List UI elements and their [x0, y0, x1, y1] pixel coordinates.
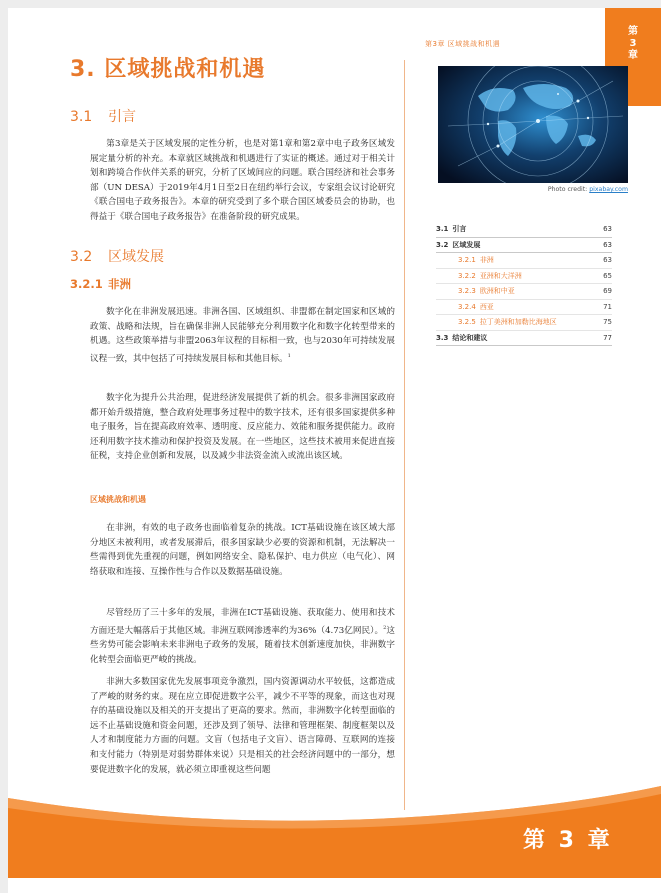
toc-entry-page: 71 — [603, 302, 612, 311]
toc-entry-number: 3.2.1 — [458, 256, 476, 265]
africa-paragraph-2: 数字化为提升公共治理，促进经济发展提供了新的机会。很多非洲国家政府都开始升级措施，整合政府处理事务过程中的数字技术，还有很多国家提供多种电子服务，旨在提高政府效率、透明度、反应能力、效能和服务提供能力。政府还利用数字技术推动和保护投资及发展。在一些地区，这些技术被用来促进直接征税，支持企业创新和发展，以及减少非法资金流入或流出该区域。 — [90, 393, 395, 462]
section-number: 3.1 — [70, 109, 93, 125]
world-map-tech-image — [438, 66, 628, 183]
toc-entry-number: 3.2.5 — [458, 318, 476, 327]
footnote-ref: 2 — [383, 624, 387, 631]
toc-entry-page: 63 — [603, 225, 612, 234]
section-heading-3-1 — [70, 106, 136, 126]
toc-row[interactable] — [436, 238, 612, 254]
toc-entry-number: 3.2.3 — [458, 287, 476, 296]
toc-entry-page: 75 — [603, 318, 612, 327]
toc-entry-number: 3.1 — [436, 225, 449, 234]
section-number: 3.2 — [70, 249, 93, 265]
toc-entry-label: 拉丁美洲和加勒比海地区 — [479, 318, 557, 327]
document-page — [8, 8, 661, 893]
toc-entry-page: 63 — [603, 256, 612, 265]
toc-row[interactable] — [436, 315, 612, 331]
toc-entry-page: 65 — [603, 271, 612, 280]
challenge-paragraph-3: 非洲大多数国家优先发展事项竞争激烈，国内资源调动水平较低，这都造成了严峻的财务约束。现在应立即促进数字公平，减少不平等的现象，而这也对现存的基础设施以及相关的开支提出了更高的要求。然而，非洲数字化转型面临的远不止基础设施和资金问题，还涉及到了领导、法律和管理框架、制度框架以及人才和制度能力方面的问题。文盲（包括电子文盲）、语言障碍、互联网的连接和支付能力（特别是对弱势群体来说）只是相关的社会经济问题中的一部分，想要促进数字化的发展，就必须立即重视这些问题 — [90, 677, 395, 775]
section-heading-3-2 — [70, 246, 164, 266]
toc-entry-title — [458, 286, 515, 296]
running-header: 第3章 区域挑战和机遇 — [425, 40, 501, 48]
section-title: 引言 — [108, 109, 136, 125]
intro-paragraph: 第3章是关于区域发展的定性分析，也是对第1章和第2章中电子政务区域发展定量分析的补充。本章就区域挑战和机遇进行了实证的概述。通过对于相关计划和跨境合作伙伴关系的研究，分析了区域间应的问题。联合国经济和社会事务部（UN DESA）于2019年4月1日至2日在纽约举行会议，专家组会议讨论研究《联合国电子政务报告》。本章的研究受到了多个联合国区域委员会的协助，也得益于《联合国电子政务报告》在准备阶段的研究成果。 — [90, 139, 395, 222]
chapter-tab-line2: 3 — [629, 38, 637, 49]
toc-row[interactable] — [436, 331, 612, 347]
section-number: 3.2.1 — [70, 277, 103, 291]
toc-entry-title — [436, 224, 466, 234]
section-heading-3-2-1 — [70, 276, 131, 292]
toc-entry-title — [436, 333, 487, 343]
toc-entry-title — [458, 317, 557, 327]
footer-chapter-label: 第 3 章 — [523, 828, 613, 853]
toc-entry-label: 引言 — [452, 225, 467, 234]
toc-row[interactable] — [436, 269, 612, 285]
chapter-photo — [438, 66, 628, 183]
toc-entry-label: 结论和建议 — [452, 333, 488, 342]
toc-entry-number: 3.2.4 — [458, 302, 476, 311]
section-title: 区域发展 — [108, 249, 164, 265]
chapter-tab-line3: 章 — [628, 50, 638, 61]
toc-entry-number: 3.3 — [436, 333, 449, 342]
chapter-title: 3. 区域挑战和机遇 — [70, 57, 266, 82]
section-title: 非洲 — [108, 277, 131, 291]
toc-entry-label: 亚洲和大洋洲 — [479, 271, 522, 280]
toc-entry-page: 77 — [603, 333, 612, 342]
footnote-ref: 1 — [287, 352, 291, 359]
toc-row[interactable] — [436, 222, 612, 238]
africa-paragraph-1: 数字化在非洲发展迅速。非洲各国、区域组织、非盟都在制定国家和区域的政策、战略和法规，旨在确保非洲人民能够充分利用数字化和数字化转型带来的机遇。这些政策举措与非盟2063年议程的目标相一致，也与2030年可持续发展议程一致，其中包括了可持续发展目标和其他目标。$^1$ — [90, 307, 395, 364]
toc-entry-page: 63 — [603, 240, 612, 249]
toc-entry-title — [436, 240, 480, 250]
toc-row[interactable] — [436, 300, 612, 316]
challenge-paragraph-2: 尽管经历了三十多年的发展，非洲在ICT基础设施、获取能力、使用和技术方面还是大幅落后于其他区域。非洲互联网渗透率约为36%（4.73亿网民）。$^2$这些劣势可能会影响未来非洲电子政务的发展，随着技术创新速度加快，非洲数字化转型会面临更严峻的挑战。 — [90, 608, 395, 665]
toc-entry-label: 西亚 — [479, 302, 494, 311]
chapter-toc — [436, 222, 612, 346]
subsection-heading: 区域挑战和机遇 — [90, 495, 146, 504]
challenge-paragraph-1: 在非洲，有效的电子政务也面临着复杂的挑战。ICT基础设施在该区域大部分地区未被利用，或者发展滞后，很多国家缺少必要的资源和机制，无法解决一些需得到优先重视的问题，例如网络安全、隐私保护、电力供应（电气化）、网络获取和连接、互操作性与合作以及数据基础设施。 — [90, 523, 395, 577]
toc-entry-title — [458, 255, 494, 265]
toc-entry-title — [458, 302, 494, 312]
photo-credit: Photo credit: pixabay.com — [547, 186, 628, 193]
photo-credit-link[interactable]: pixabay.com — [589, 186, 628, 193]
toc-row[interactable] — [436, 284, 612, 300]
toc-entry-number: 3.2 — [436, 240, 449, 249]
toc-entry-label: 非洲 — [479, 256, 494, 265]
toc-entry-title — [458, 271, 522, 281]
toc-entry-label: 区域发展 — [452, 240, 481, 249]
toc-entry-page: 69 — [603, 287, 612, 296]
chapter-tab-line1: 第 — [628, 26, 638, 37]
toc-row[interactable] — [436, 253, 612, 269]
toc-entry-number: 3.2.2 — [458, 271, 476, 280]
column-divider — [404, 60, 405, 810]
toc-entry-label: 欧洲和中亚 — [479, 287, 515, 296]
